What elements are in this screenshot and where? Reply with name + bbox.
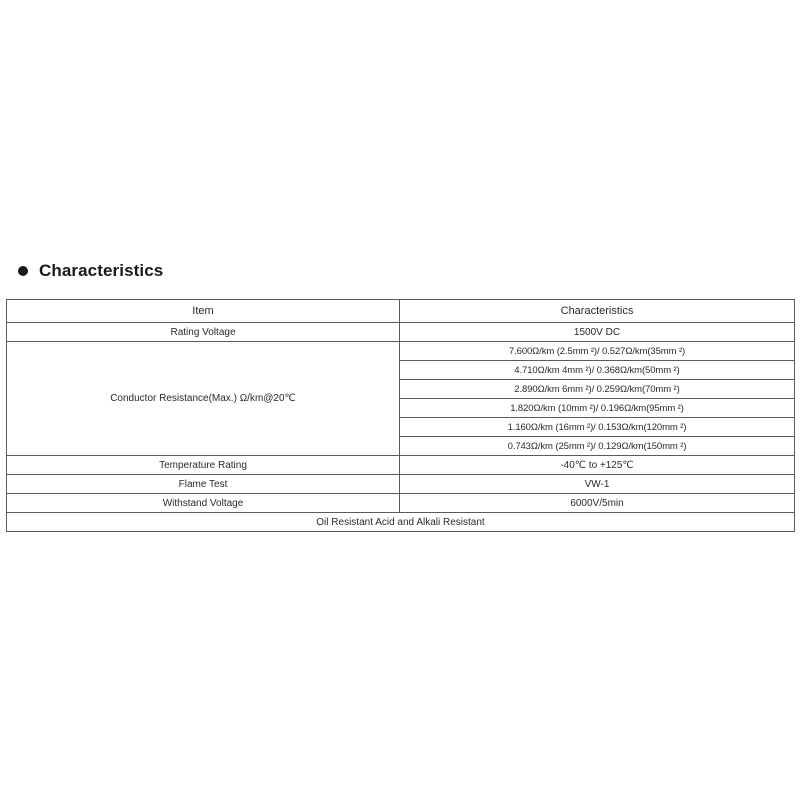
withstand-voltage-label: Withstand Voltage bbox=[7, 494, 400, 513]
rating-voltage-label: Rating Voltage bbox=[7, 323, 400, 342]
table-row-conductor-resistance bbox=[7, 342, 795, 361]
section-title: Characteristics bbox=[39, 261, 164, 280]
table-row-rating-voltage bbox=[7, 323, 795, 342]
table-row-footer-note bbox=[7, 513, 795, 532]
conductor-resistance-value: 7.600Ω/km (2.5mm ²)/ 0.527Ω/km(35mm ²) bbox=[400, 342, 795, 361]
conductor-resistance-value: 2.890Ω/km 6mm ²)/ 0.259Ω/km(70mm ²) bbox=[400, 380, 795, 399]
conductor-resistance-value: 1.160Ω/km (16mm ²)/ 0.153Ω/km(120mm ²) bbox=[400, 418, 795, 437]
conductor-resistance-label: Conductor Resistance(Max.) Ω/km@20℃ bbox=[7, 342, 400, 456]
conductor-resistance-value: 1.820Ω/km (10mm ²)/ 0.196Ω/km(95mm ²) bbox=[400, 399, 795, 418]
table-row-withstand-voltage bbox=[7, 494, 795, 513]
bullet-icon bbox=[18, 266, 28, 276]
table-row-temperature-rating bbox=[7, 456, 795, 475]
table-row-flame-test bbox=[7, 475, 795, 494]
temperature-rating-label: Temperature Rating bbox=[7, 456, 400, 475]
header-characteristics: Characteristics bbox=[400, 300, 795, 323]
characteristics-table bbox=[6, 299, 795, 532]
temperature-rating-value: -40℃ to +125℃ bbox=[400, 456, 795, 475]
conductor-resistance-value: 0.743Ω/km (25mm ²)/ 0.129Ω/km(150mm ²) bbox=[400, 437, 795, 456]
section-heading bbox=[18, 257, 163, 285]
withstand-voltage-value: 6000V/5min bbox=[400, 494, 795, 513]
flame-test-value: VW-1 bbox=[400, 475, 795, 494]
footer-note: Oil Resistant Acid and Alkali Resistant bbox=[7, 513, 795, 532]
conductor-resistance-value: 4.710Ω/km 4mm ²)/ 0.368Ω/km(50mm ²) bbox=[400, 361, 795, 380]
header-item: Item bbox=[7, 300, 400, 323]
flame-test-label: Flame Test bbox=[7, 475, 400, 494]
rating-voltage-value: 1500V DC bbox=[400, 323, 795, 342]
table-header-row bbox=[7, 300, 795, 323]
